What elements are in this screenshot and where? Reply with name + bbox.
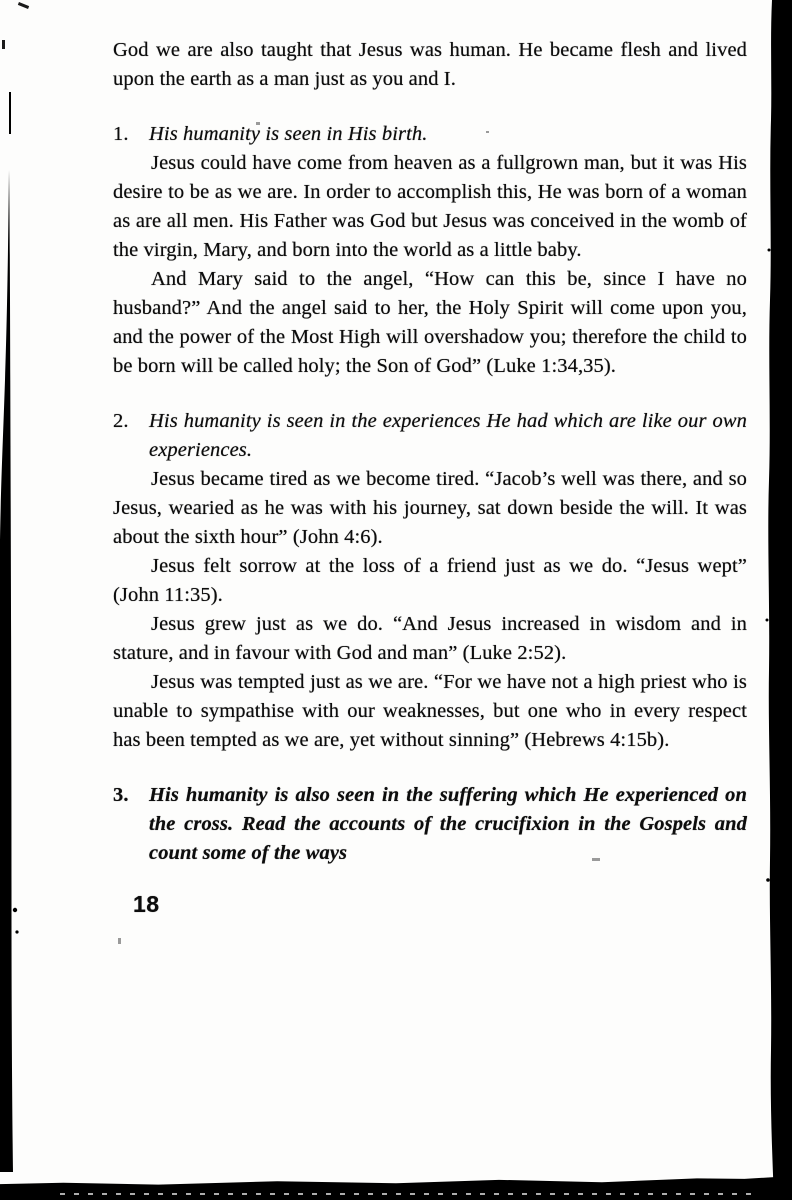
section-heading: His humanity is seen in His birth. — [149, 123, 428, 145]
section-heading-row — [113, 407, 747, 465]
body-paragraph: And Mary said to the angel, “How can this be, since I have no husband?” And the angel said to her, the Holy Spirit will come upon you, and the power of the Most High will overshadow you; therefore the child to be born will be called holy; the Son of God” (Luke 1:34,35). — [113, 268, 747, 377]
section-his-birth — [113, 120, 747, 381]
section-heading: His humanity is seen in the experiences He had which are like our own experiences. — [149, 410, 747, 461]
body-paragraph: Jesus grew just as we do. “And Jesus increased in wisdom and in stature, and in favour with God and man” (Luke 2:52). — [113, 613, 747, 664]
scan-speck-top-left — [18, 2, 29, 9]
section-number: 3. — [113, 784, 129, 806]
scan-edge-left — [0, 0, 20, 1200]
section-his-suffering — [113, 781, 747, 868]
section-number: 1. — [113, 123, 129, 145]
page-number: 18 — [133, 891, 160, 917]
section-number: 2. — [113, 410, 129, 432]
page-text-column — [113, 36, 747, 919]
body-paragraph: Jesus could have come from heaven as a fullgrown man, but it was His desire to be as we are. In order to accomplish this, He was born of a woman as are all men. His Father was God but Jesus was conceived in the womb of the virgin, Mary, and born into the world as a little baby. — [113, 152, 747, 261]
scan-edge-bottom — [0, 1176, 792, 1200]
scan-edge-right — [764, 0, 792, 1200]
section-heading: His humanity is also seen in the suffering which He experienced on the cross. Read the accounts of the crucifixion in the Gospels and count some of the ways — [149, 784, 747, 864]
section-his-experiences — [113, 407, 747, 755]
body-paragraph: Jesus became tired as we become tired. “Jacob’s well was there, and so Jesus, wearied as he was with his journey, sat down beside the will. It was about the sixth hour” (John 4:6). — [113, 468, 747, 548]
scan-speck-left-margin — [2, 40, 5, 49]
scan-edge-bottom-speckles — [60, 1193, 760, 1195]
body-paragraph: Jesus felt sorrow at the loss of a friend just as we do. “Jesus wept” (John 11:35). — [113, 555, 747, 606]
intro-paragraph: God we are also taught that Jesus was human. He became flesh and lived upon the earth as a man just as you and I. — [113, 39, 747, 90]
scan-speckle-4 — [118, 938, 121, 944]
section-heading-row — [113, 120, 747, 149]
body-paragraph: Jesus was tempted just as we are. “For we have not a high priest who is unable to sympathise with our weaknesses, but one who in every respect has been tempted as we are, yet without sinning” (Hebrews 4:15b). — [113, 671, 747, 751]
section-heading-row — [113, 781, 747, 868]
